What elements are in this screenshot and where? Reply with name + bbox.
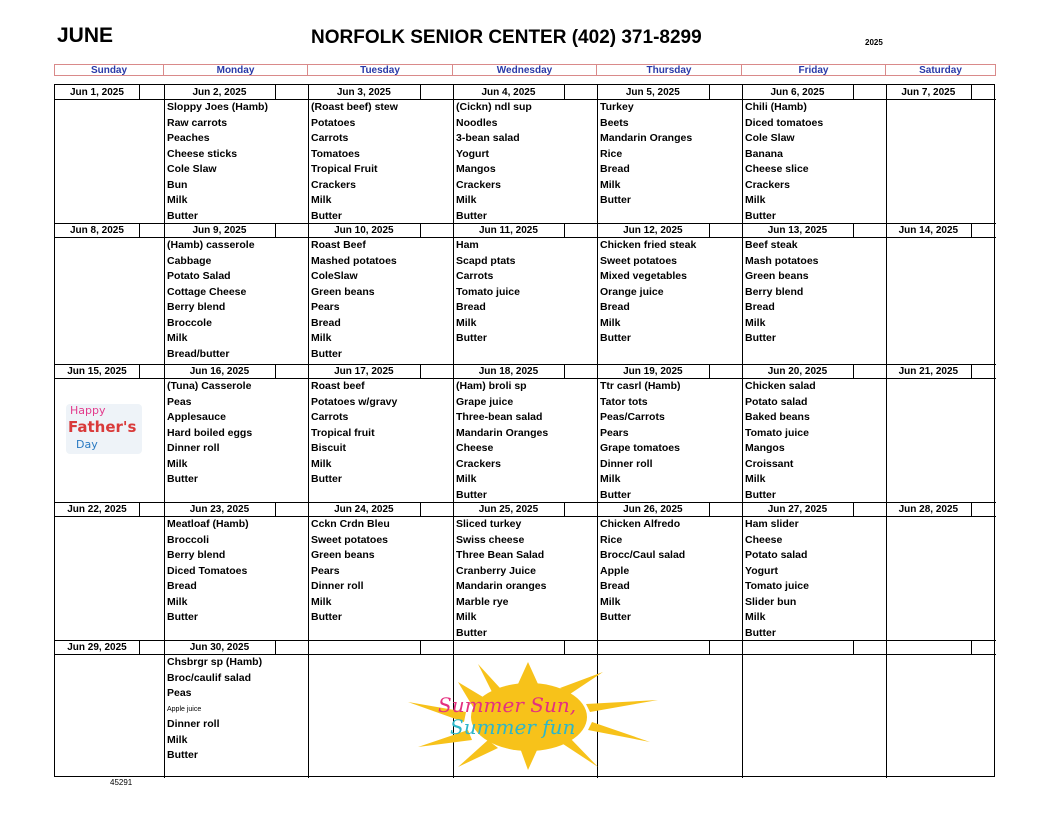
date-label: Jun 7, 2025: [901, 87, 956, 98]
menu-item: Yogurt: [456, 147, 490, 160]
date-label: Jun 13, 2025: [767, 225, 828, 236]
date-label: Jun 17, 2025: [334, 366, 394, 377]
weekday-header-monday: Monday: [163, 64, 308, 76]
menu-item: Crackers: [456, 457, 501, 470]
menu-item: Roast beef: [311, 380, 365, 392]
menu-item: Berry blend: [745, 285, 804, 298]
summer-sun-image: [388, 662, 670, 772]
weekday-header-thursday: Thursday: [596, 64, 742, 76]
menu-item: Milk: [745, 316, 766, 329]
menu-item: Peas: [167, 687, 192, 699]
date-label: Jun 26, 2025: [623, 504, 683, 515]
menu-item: Butter: [311, 473, 342, 485]
column-divider: [164, 85, 165, 778]
menu-item: Mandarin Oranges: [456, 426, 549, 439]
date-label: Jun 4, 2025: [481, 87, 536, 98]
menu-item: Potato Salad: [167, 270, 231, 282]
center-title: NORFOLK SENIOR CENTER (402) 371-8299: [311, 27, 702, 48]
date-cell-subdivider: [564, 85, 565, 99]
menu-item: Milk: [167, 332, 188, 344]
menu-item: Butter: [311, 611, 342, 623]
menu-item: Carrots: [311, 132, 349, 144]
column-divider: [308, 85, 309, 778]
menu-item: Rice: [600, 147, 623, 160]
menu-item: Green beans: [311, 285, 375, 298]
menu-item: Milk: [600, 595, 621, 608]
summer-line-1: Summer Sun,: [438, 693, 577, 717]
menu-item: Potatoes: [311, 116, 356, 129]
menu-item: Butter: [745, 488, 776, 501]
menu-item: Milk: [745, 611, 766, 623]
menu-item: Meatloaf (Hamb): [167, 518, 249, 530]
menu-item: Milk: [456, 316, 477, 329]
menu-item: Crackers: [311, 178, 356, 191]
date-cell-subdivider: [420, 223, 421, 237]
date-label: Jun 11, 2025: [478, 225, 538, 236]
weekday-header-friday: Friday: [741, 64, 886, 76]
menu-item: Bread/butter: [167, 347, 230, 360]
menu-item: Yogurt: [745, 564, 779, 577]
menu-item: Dinner roll: [311, 580, 364, 592]
menu-item: Cckn Crdn Bleu: [311, 518, 390, 530]
menu-item: Tropical fruit: [311, 426, 375, 439]
menu-item: ColeSlaw: [311, 270, 358, 282]
menu-item: Mixed vegetables: [600, 270, 687, 282]
menu-item: Cole Slaw: [745, 132, 795, 144]
menu-item: Baked beans: [745, 411, 810, 423]
date-cell-subdivider: [564, 364, 565, 378]
menu-item: Cottage Cheese: [167, 285, 247, 298]
menu-list: [167, 238, 255, 362]
menu-item: Butter: [745, 626, 776, 639]
menu-item: Butter: [456, 332, 487, 344]
date-label: Jun 8, 2025: [70, 225, 124, 236]
column-divider: [886, 85, 887, 778]
menu-list: [311, 379, 397, 488]
date-label: Jun 12, 2025: [623, 225, 683, 236]
menu-item: Chicken salad: [745, 380, 816, 392]
menu-item: Chsbrgr sp (Hamb): [167, 656, 263, 668]
menu-item: Potatoes w/gravy: [311, 395, 398, 408]
date-cell-subdivider: [709, 502, 710, 516]
menu-item: Pears: [311, 564, 340, 577]
menu-item: Milk: [600, 316, 621, 329]
menu-item: Mandarin Oranges: [600, 132, 693, 144]
menu-item: Marble rye: [456, 595, 509, 608]
fathers-day-line-1: Happy: [70, 404, 106, 417]
date-label: Jun 3, 2025: [336, 87, 391, 98]
date-cell-subdivider: [564, 640, 565, 654]
menu-item: Three-bean salad: [456, 411, 543, 423]
menu-item: Butter: [456, 488, 487, 501]
menu-item: Broccole: [167, 316, 212, 329]
menu-item: Milk: [745, 473, 766, 485]
menu-item: Beef steak: [745, 239, 798, 251]
menu-item: Milk: [167, 733, 188, 746]
date-cell-subdivider: [139, 502, 140, 516]
date-cell-subdivider: [709, 223, 710, 237]
menu-item: Croissant: [745, 457, 794, 470]
date-label: Jun 10, 2025: [334, 225, 394, 236]
date-label: Jun 29, 2025: [67, 642, 127, 653]
menu-item: Milk: [456, 611, 477, 623]
menu-item: Bread: [600, 163, 630, 175]
date-label: Jun 1, 2025: [70, 87, 124, 98]
weekday-header-tuesday: Tuesday: [307, 64, 453, 76]
date-cell-subdivider: [420, 640, 421, 654]
menu-list: [167, 655, 262, 764]
date-label: Jun 9, 2025: [192, 225, 247, 236]
fathers-day-image: [62, 398, 146, 460]
menu-list: [600, 379, 681, 503]
date-cell-subdivider: [709, 640, 710, 654]
date-cell-subdivider: [564, 502, 565, 516]
date-cell-subdivider: [709, 85, 710, 99]
column-divider: [742, 85, 743, 778]
date-label: Jun 18, 2025: [478, 366, 539, 377]
menu-item: Bun: [167, 178, 188, 191]
date-cell-subdivider: [275, 502, 276, 516]
date-label: Jun 22, 2025: [67, 504, 127, 515]
menu-item: Tropical Fruit: [311, 163, 378, 175]
menu-item: Sliced turkey: [456, 518, 522, 530]
menu-item: Butter: [167, 611, 198, 623]
menu-item: (Ham) broli sp: [456, 380, 527, 392]
menu-item: Milk: [745, 194, 766, 206]
menu-item: Ham: [456, 239, 479, 251]
year-label: 2025: [865, 38, 883, 47]
menu-item: 3-bean salad: [456, 132, 520, 144]
menu-item: Berry blend: [167, 549, 226, 561]
menu-item: Dinner roll: [600, 457, 653, 470]
menu-item: Bread: [311, 316, 341, 329]
weekday-header-wednesday: Wednesday: [452, 64, 597, 76]
summer-line-2: Summer fun: [450, 715, 576, 739]
date-cell-subdivider: [139, 85, 140, 99]
menu-item: Roast Beef: [311, 239, 366, 251]
menu-item: Pears: [600, 426, 629, 439]
menu-item: Applesauce: [167, 411, 226, 423]
menu-item: Milk: [167, 595, 188, 608]
menu-item: Bread: [456, 301, 486, 313]
menu-item: Rice: [600, 533, 623, 546]
date-label: Jun 19, 2025: [623, 366, 683, 377]
menu-item: Milk: [167, 457, 188, 470]
menu-item: Butter: [745, 332, 776, 344]
menu-item: Swiss cheese: [456, 533, 525, 546]
date-label: Jun 14, 2025: [898, 225, 959, 236]
menu-item: Cole Slaw: [167, 163, 217, 175]
menu-item: Butter: [745, 209, 776, 222]
menu-item: Turkey: [600, 101, 634, 113]
date-cell-subdivider: [971, 85, 972, 99]
menu-list: [311, 517, 390, 626]
menu-list: [456, 238, 520, 347]
date-label: Jun 15, 2025: [67, 366, 127, 377]
menu-item: Broc/caulif salad: [167, 671, 252, 684]
menu-item: Chicken Alfredo: [600, 518, 681, 530]
menu-item: Three Bean Salad: [456, 549, 545, 561]
menu-item: Cranberry Juice: [456, 564, 536, 577]
date-cell-subdivider: [971, 640, 972, 654]
menu-item: Cabbage: [167, 254, 212, 267]
menu-item: Peaches: [167, 132, 210, 144]
date-cell-subdivider: [853, 364, 854, 378]
menu-item: Butter: [600, 488, 631, 501]
menu-item: Tomato juice: [745, 580, 809, 592]
menu-item: Pears: [311, 301, 340, 313]
date-cell-subdivider: [853, 85, 854, 99]
menu-item: Grape juice: [456, 395, 514, 408]
weekday-header-sunday: Sunday: [54, 64, 164, 76]
month-title: JUNE: [57, 24, 114, 47]
menu-item: Bread: [745, 301, 775, 313]
menu-item: (Roast beef) stew: [311, 101, 398, 113]
menu-item: Bread: [600, 301, 630, 313]
date-cell-subdivider: [709, 364, 710, 378]
menu-item: Apple juice: [167, 705, 202, 713]
date-label: Jun 2, 2025: [192, 87, 247, 98]
menu-item: Cheese slice: [745, 163, 809, 175]
date-label: Jun 24, 2025: [334, 504, 394, 515]
menu-item: Dinner roll: [167, 442, 220, 454]
menu-item: Milk: [456, 194, 477, 206]
date-label: Jun 6, 2025: [770, 87, 825, 98]
menu-item: Noodles: [456, 116, 498, 129]
date-cell-subdivider: [420, 85, 421, 99]
menu-item: (Cickn) ndl sup: [456, 101, 532, 113]
menu-item: Brocc/Caul salad: [600, 549, 686, 561]
menu-list: [600, 238, 696, 347]
menu-item: Orange juice: [600, 285, 664, 298]
date-cell-subdivider: [971, 502, 972, 516]
footer-code: 45291: [110, 778, 133, 787]
date-cell-subdivider: [275, 85, 276, 99]
menu-item: Butter: [456, 626, 487, 639]
menu-item: Mangos: [456, 163, 496, 175]
menu-item: Butter: [167, 473, 198, 485]
date-cell-subdivider: [420, 502, 421, 516]
menu-item: Carrots: [311, 411, 349, 423]
menu-item: Milk: [167, 194, 188, 206]
menu-list: [745, 238, 819, 347]
menu-item: Milk: [311, 194, 332, 206]
menu-list: [456, 379, 548, 503]
menu-item: Grape tomatoes: [600, 442, 680, 454]
menu-item: (Hamb) casserole: [167, 239, 255, 251]
menu-item: Ham slider: [745, 518, 799, 530]
date-cell-subdivider: [275, 223, 276, 237]
menu-item: Diced Tomatoes: [167, 564, 248, 577]
menu-list: [745, 517, 809, 641]
menu-item: Diced tomatoes: [745, 116, 824, 129]
date-cell-subdivider: [971, 364, 972, 378]
menu-item: Butter: [456, 209, 487, 222]
menu-item: Chicken fried steak: [600, 239, 697, 251]
menu-item: Milk: [311, 595, 332, 608]
menu-item: Milk: [311, 457, 332, 470]
menu-item: Tomato juice: [456, 285, 520, 298]
menu-item: Butter: [311, 347, 342, 360]
fathers-day-line-2: Father's: [68, 418, 137, 436]
menu-list: [167, 379, 252, 488]
date-label: Jun 27, 2025: [767, 504, 828, 515]
menu-item: Sweet potatoes: [311, 533, 389, 546]
menu-item: Banana: [745, 147, 783, 160]
menu-item: Milk: [456, 473, 477, 485]
menu-item: Raw carrots: [167, 116, 228, 129]
menu-item: Bread: [167, 580, 197, 592]
menu-item: Milk: [311, 332, 332, 344]
date-label: Jun 20, 2025: [767, 366, 828, 377]
date-label: Jun 25, 2025: [478, 504, 539, 515]
menu-item: Potato salad: [745, 549, 808, 561]
menu-item: Butter: [167, 749, 198, 761]
weekday-header-saturday: Saturday: [885, 64, 996, 76]
menu-item: Mandarin oranges: [456, 580, 547, 592]
fathers-day-line-3: Day: [76, 438, 98, 451]
menu-item: Tomatoes: [311, 147, 360, 160]
date-cell-subdivider: [853, 502, 854, 516]
menu-item: Tomato juice: [745, 426, 809, 439]
weekday-header-row: [54, 64, 995, 77]
menu-item: Bread: [600, 580, 630, 592]
menu-item: Sloppy Joes (Hamb): [167, 101, 268, 113]
date-cell-subdivider: [139, 640, 140, 654]
menu-item: Biscuit: [311, 442, 347, 454]
date-label: Jun 30, 2025: [189, 642, 250, 653]
date-label: Jun 23, 2025: [189, 504, 250, 515]
menu-item: Crackers: [456, 178, 501, 191]
menu-item: Green beans: [311, 549, 375, 561]
menu-item: Mangos: [745, 442, 785, 454]
date-cell-subdivider: [139, 223, 140, 237]
menu-list: [600, 100, 692, 209]
menu-item: Apple: [600, 564, 630, 577]
date-cell-subdivider: [420, 364, 421, 378]
menu-item: Milk: [600, 178, 621, 191]
menu-item: Broccoli: [167, 533, 210, 546]
menu-item: Cheese: [745, 533, 783, 546]
menu-item: Hard boiled eggs: [167, 426, 253, 439]
menu-list: [456, 100, 532, 224]
menu-list: [167, 100, 268, 224]
menu-item: Berry blend: [167, 301, 226, 313]
date-cell-subdivider: [139, 364, 140, 378]
menu-item: Butter: [311, 209, 342, 222]
menu-item: Green beans: [745, 270, 809, 282]
menu-list: [311, 238, 397, 362]
menu-item: Chili (Hamb): [745, 101, 807, 113]
date-label: Jun 5, 2025: [625, 87, 680, 98]
menu-item: Butter: [600, 194, 631, 206]
menu-item: Butter: [600, 332, 631, 344]
menu-item: Tator tots: [600, 395, 648, 408]
menu-item: Cheese: [456, 442, 494, 454]
date-cell-subdivider: [275, 640, 276, 654]
menu-list: [745, 379, 816, 503]
menu-list: [745, 100, 823, 224]
date-cell-subdivider: [853, 223, 854, 237]
menu-item: Scapd ptats: [456, 254, 516, 267]
date-label: Jun 21, 2025: [898, 366, 959, 377]
date-label: Jun 16, 2025: [189, 366, 250, 377]
menu-list: [600, 517, 685, 626]
menu-item: Sweet potatoes: [600, 254, 678, 267]
date-label: Jun 28, 2025: [898, 504, 959, 515]
menu-item: Cheese sticks: [167, 147, 238, 160]
date-cell-subdivider: [853, 640, 854, 654]
menu-item: Mashed potatoes: [311, 254, 397, 267]
menu-item: Butter: [167, 209, 198, 222]
menu-item: Carrots: [456, 270, 494, 282]
menu-item: Beets: [600, 116, 629, 129]
date-cell-subdivider: [275, 364, 276, 378]
date-cell-subdivider: [971, 223, 972, 237]
menu-item: Crackers: [745, 178, 790, 191]
menu-list: [456, 517, 546, 641]
menu-list: [167, 517, 249, 626]
menu-item: Mash potatoes: [745, 254, 819, 267]
menu-item: Slider bun: [745, 595, 797, 608]
menu-item: (Tuna) Casserole: [167, 380, 252, 392]
date-cell-subdivider: [564, 223, 565, 237]
menu-item: Butter: [600, 611, 631, 623]
menu-item: Ttr casrl (Hamb): [600, 380, 681, 392]
menu-item: Dinner roll: [167, 718, 220, 730]
menu-item: Peas/Carrots: [600, 411, 665, 423]
menu-list: [311, 100, 398, 224]
menu-item: Milk: [600, 473, 621, 485]
menu-item: Peas: [167, 395, 192, 408]
menu-item: Potato salad: [745, 395, 808, 408]
